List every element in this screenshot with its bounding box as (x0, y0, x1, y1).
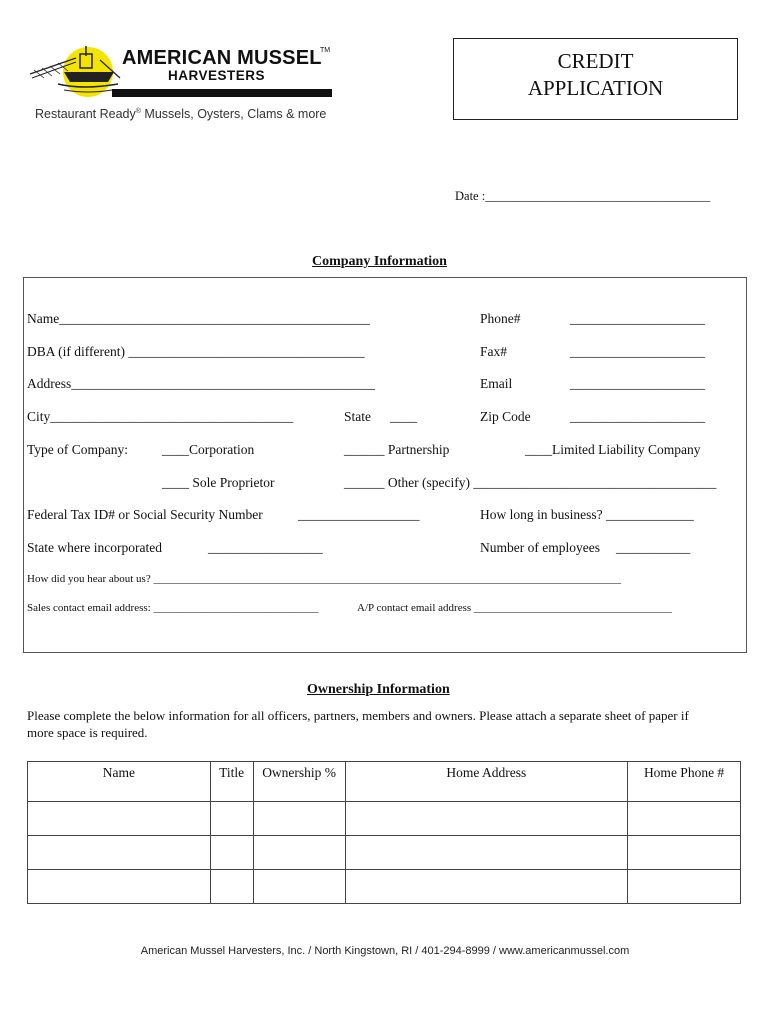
owner-phone-cell[interactable] (628, 836, 741, 870)
tax-id-label: Federal Tax ID# or Social Security Number (27, 507, 263, 522)
col-home-address: Home Address (345, 762, 628, 802)
phone-field[interactable]: ____________________ (570, 311, 705, 326)
address-field[interactable]: Address_____________________________________________ (27, 376, 375, 391)
state-incorporated-field[interactable]: _________________ (208, 540, 323, 555)
date-field[interactable]: Date :____________________________________ (455, 189, 711, 203)
owners-table (27, 761, 741, 904)
owner-phone-cell[interactable] (628, 870, 741, 904)
owner-phone-cell[interactable] (628, 802, 741, 836)
employees-label: Number of employees (480, 540, 600, 555)
owner-title-cell[interactable] (210, 870, 253, 904)
table-row (28, 836, 741, 870)
brand-name: AMERICAN MUSSEL (122, 47, 322, 69)
owner-address-cell[interactable] (345, 836, 628, 870)
ownership-heading: Ownership Information (307, 682, 450, 697)
col-name: Name (28, 762, 211, 802)
owner-ownership-cell[interactable] (253, 836, 345, 870)
fax-label: Fax# (480, 344, 507, 359)
zip-field[interactable]: ____________________ (570, 409, 705, 424)
tagline: Restaurant Ready® Mussels, Oysters, Clams & more (35, 107, 327, 121)
owner-name-cell[interactable] (28, 870, 211, 904)
corporation-option[interactable]: ____Corporation (162, 442, 255, 457)
owner-address-cell[interactable] (345, 870, 628, 904)
col-ownership: Ownership % (253, 762, 345, 802)
owners-table-header (28, 762, 741, 802)
owner-name-cell[interactable] (28, 836, 211, 870)
ownership-instructions-1: Please complete the below information for all officers, partners, members and owners. Please attach a separate sheet of paper if (27, 708, 689, 723)
email-label: Email (480, 376, 513, 391)
state-incorporated-label: State where incorporated (27, 540, 162, 555)
fax-field[interactable]: ____________________ (570, 344, 705, 359)
other-option[interactable]: ______ Other (specify) ____________________________________ (344, 475, 717, 490)
dba-field[interactable]: DBA (if different) ___________________________________ (27, 344, 365, 359)
company-type-label: Type of Company: (27, 442, 129, 457)
title-line-1: CREDIT (557, 49, 634, 73)
llc-option[interactable]: ____Limited Liability Company (525, 442, 701, 457)
city-field[interactable]: City____________________________________ (27, 409, 294, 424)
title-line-2: APPLICATION (527, 76, 664, 100)
zip-label: Zip Code (480, 409, 531, 424)
logo-bar (112, 89, 332, 97)
owner-address-cell[interactable] (345, 802, 628, 836)
owner-ownership-cell[interactable] (253, 870, 345, 904)
sales-email-field[interactable]: Sales contact email address: ______________________________ (27, 602, 319, 614)
phone-label: Phone# (480, 311, 521, 326)
col-home-phone: Home Phone # (628, 762, 741, 802)
brand-subtitle: HARVESTERS (168, 68, 266, 83)
ownership-instructions-2: more space is required. (27, 725, 148, 740)
email-field[interactable]: ____________________ (570, 376, 705, 391)
table-row (28, 802, 741, 836)
tax-id-field[interactable]: __________________ (298, 507, 420, 522)
owner-title-cell[interactable] (210, 802, 253, 836)
owner-name-cell[interactable] (28, 802, 211, 836)
state-field[interactable]: ____ (390, 409, 417, 424)
years-in-business-field[interactable]: How long in business? _____________ (480, 507, 694, 522)
company-heading: Company Information (312, 254, 447, 269)
referral-field[interactable]: How did you hear about us? _____________________________________________________________________________________ (27, 573, 621, 585)
employees-field[interactable]: ___________ (616, 540, 691, 555)
sole-proprietor-option[interactable]: ____ Sole Proprietor (162, 475, 275, 490)
company-info-box (23, 277, 747, 653)
title-box (453, 38, 738, 120)
ap-email-field[interactable]: A/P contact email address ____________________________________ (357, 602, 672, 614)
owner-ownership-cell[interactable] (253, 802, 345, 836)
state-label: State (344, 409, 371, 424)
partnership-option[interactable]: ______ Partnership (344, 442, 450, 457)
footer: American Mussel Harvesters, Inc. / North Kingstown, RI / 401-294-8999 / www.americanmussel.com (140, 945, 630, 957)
name-field[interactable]: Name______________________________________________ (27, 311, 370, 326)
col-title: Title (210, 762, 253, 802)
trademark: TM (320, 47, 331, 54)
owner-title-cell[interactable] (210, 836, 253, 870)
table-row (28, 870, 741, 904)
